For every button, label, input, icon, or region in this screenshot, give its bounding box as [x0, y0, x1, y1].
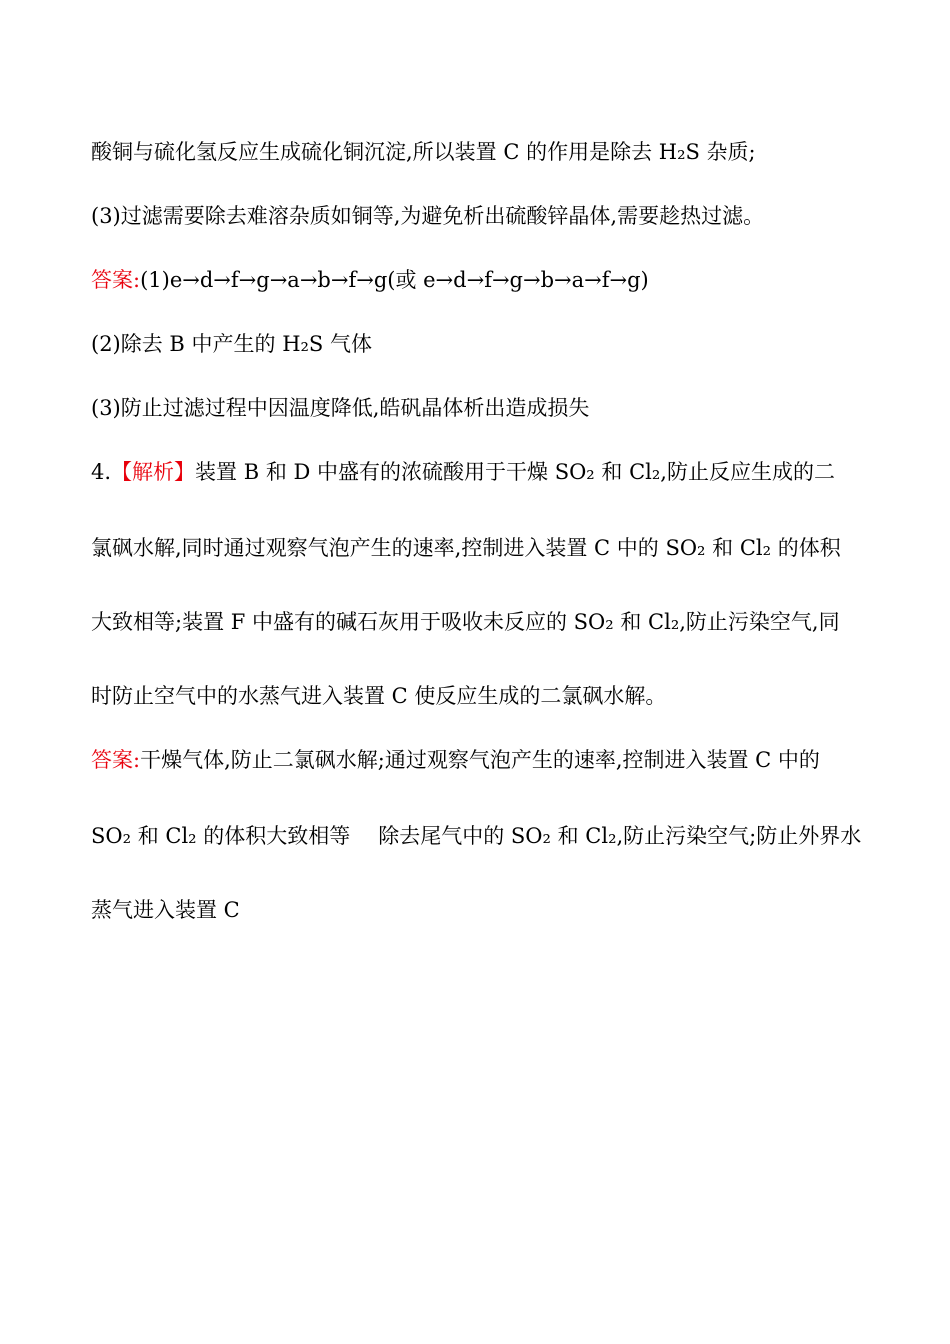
analysis-line-4: 时防止空气中的水蒸气进入装置 C 使反应生成的二氯砜水解。: [91, 684, 667, 708]
answer4-line-1: [91, 746, 861, 774]
analysis-line-2: 氯砜水解,同时通过观察气泡产生的速率,控制进入装置 C 中的 SO₂ 和 Cl₂ 的体积: [91, 536, 841, 560]
analysis-line-1: [91, 458, 861, 486]
answer-label: 答案:: [91, 268, 141, 292]
answer4-text-1: 干燥气体,防止二氯砜水解;通过观察气泡产生的速率,控制进入装置 C 中的: [140, 748, 820, 772]
answer4-line-2: [91, 822, 861, 850]
analysis-line-3: 大致相等;装置 F 中盛有的碱石灰用于吸收未反应的 SO₂ 和 Cl₂,防止污染空气,同: [91, 610, 840, 634]
question-number: 4.: [91, 460, 112, 484]
analysis-text-1: 装置 B 和 D 中盛有的浓硫酸用于干燥 SO₂ 和 Cl₂,防止反应生成的二: [195, 460, 835, 484]
text-line-step3: (3)过滤需要除去难溶杂质如铜等,为避免析出硫酸锌晶体,需要趁热过滤。: [91, 204, 765, 228]
answer-line-1: [91, 266, 861, 294]
answer-line-3: (3)防止过滤过程中因温度降低,皓矾晶体析出造成损失: [91, 396, 590, 420]
answer4-text-2a: SO₂ 和 Cl₂ 的体积大致相等: [91, 824, 351, 848]
answer4-label: 答案:: [91, 748, 141, 772]
answer4-text-2b: 除去尾气中的 SO₂ 和 Cl₂,防止污染空气;防止外界水: [378, 824, 862, 848]
answer-line-2: (2)除去 B 中产生的 H₂S 气体: [91, 332, 372, 356]
answer4-line-3: 蒸气进入装置 C: [91, 898, 240, 922]
analysis-label: 【解析】: [111, 460, 196, 484]
answer-text-1: (1)e→d→f→g→a→b→f→g(或 e→d→f→g→b→a→f→g): [140, 268, 649, 292]
text-line-conclusion: 酸铜与硫化氢反应生成硫化铜沉淀,所以装置 C 的作用是除去 H₂S 杂质;: [91, 140, 756, 164]
